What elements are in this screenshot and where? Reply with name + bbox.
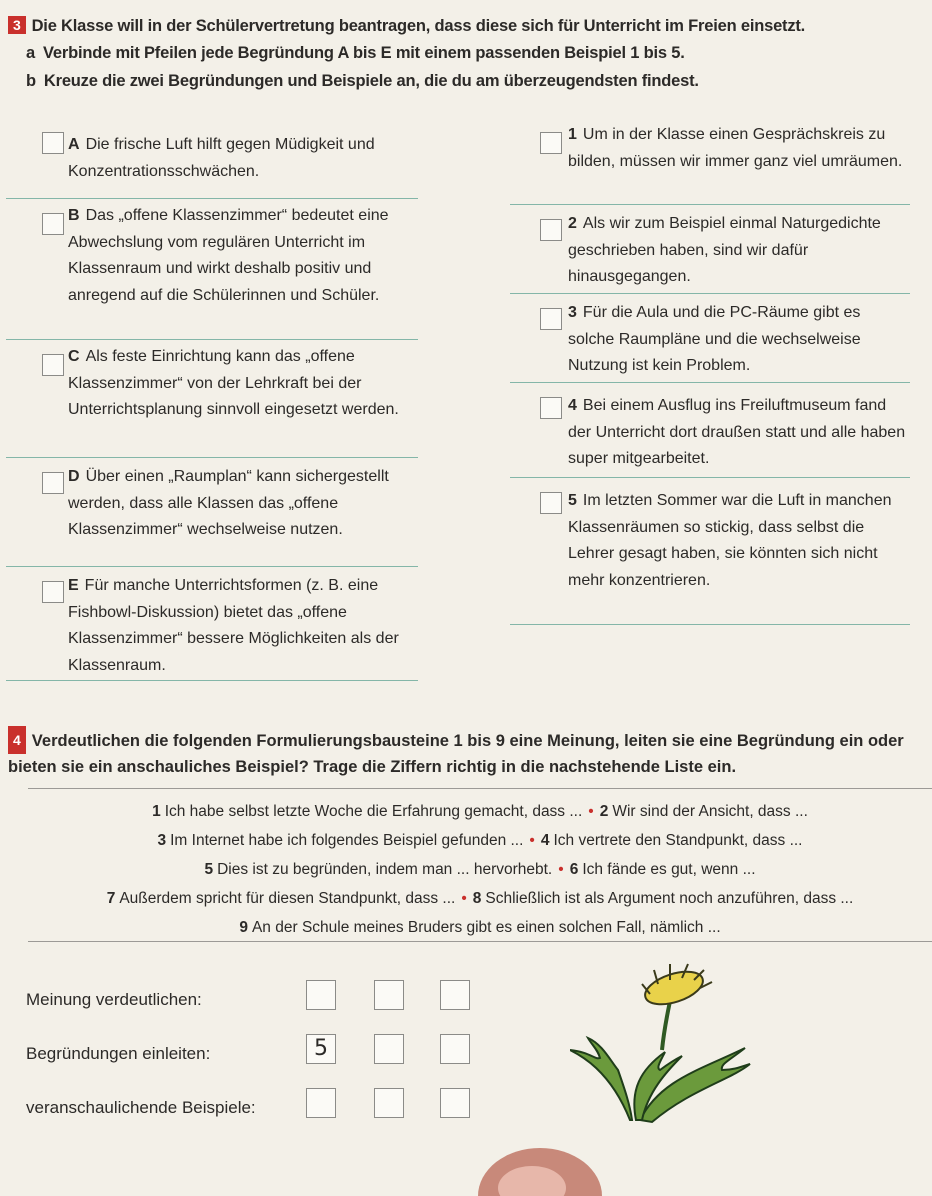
task4-instruction: 4 Verdeutlichen die folgenden Formulierungsbausteine 1 bis 9 eine Meinung, leiten sie eine Begründung ein oder bieten sie ein anschauliches Beispiel? Trage die Ziffern richtig in die nachstehende Liste ein. [8,726,928,780]
example-item-3: 3 Für die Aula und die PC-Räume gibt es solche Raumpläne und die wechselweise Nutzung ist kein Problem. [510,294,910,383]
reason-item-a: A Die frische Luft hilft gegen Müdigkeit und Konzentrationsschwächen. [6,118,418,199]
examples-slot-3[interactable] [440,1088,470,1118]
example-item-5: 5 Im letzten Sommer war die Luft in manchen Klassenräumen so stickig, dass selbst die Lehrer gesagt haben, sie könnten sich nicht mehr konzentrieren. [510,478,910,625]
task-number-badge: 3 [8,16,26,34]
checkbox-reason-a[interactable] [42,132,64,154]
finger-photo-artifact [470,1130,610,1196]
label-reasons: Begründungen einleiten: [26,1044,211,1063]
reasons-column [6,118,418,681]
checkbox-reason-b[interactable] [42,213,64,235]
opinion-slot-1[interactable] [306,980,336,1010]
label-opinion: Meinung verdeutlichen: [26,990,202,1009]
examples-slot-1[interactable] [306,1088,336,1118]
label-examples: veranschaulichende Beispiele: [26,1098,256,1117]
reasons-slot-2[interactable] [374,1034,404,1064]
checkbox-example-4[interactable] [540,397,562,419]
reason-item-e: E Für manche Unterrichtsformen (z. B. eine Fishbowl-Diskussion) bietet das „offene Klassenzimmer“ bessere Möglichkeiten als der Klassenraum. [6,567,418,681]
checkbox-example-2[interactable] [540,219,562,241]
task3-intro: 3 Die Klasse will in der Schülervertretung beantragen, dass diese sich für Unterricht im Freien einsetzt. [8,16,805,36]
example-item-2: 2 Als wir zum Beispiel einmal Naturgedichte geschrieben haben, sind wir dafür hinausgegangen. [510,205,910,294]
checkbox-reason-e[interactable] [42,581,64,603]
checkbox-reason-c[interactable] [42,354,64,376]
reason-item-b: B Das „offene Klassenzimmer“ bedeutet eine Abwechslung vom regulären Unterricht im Klassenraum und wirkt deshalb positiv und anregend auf die Schülerinnen und Schüler. [6,199,418,340]
dandelion-illustration [570,960,770,1130]
checkbox-reason-d[interactable] [42,472,64,494]
examples-slot-2[interactable] [374,1088,404,1118]
phrase-line-3: 5 Dies ist zu begründen, indem man ... hervorhebt. • 6 Ich fände es gut, wenn ... [204,861,756,878]
task3-instruction-a: a Verbinde mit Pfeilen jede Begründung A bis E mit einem passenden Beispiel 1 bis 5. [26,44,685,62]
reasons-slot-1[interactable]: 5 [306,1034,336,1064]
checkbox-example-5[interactable] [540,492,562,514]
examples-column [510,118,910,625]
phrase-line-4: 7 Außerdem spricht für diesen Standpunkt, dass ... • 8 Schließlich ist als Argument noch anzuführen, dass ... [106,890,854,907]
phrase-line-2: 3 Im Internet habe ich folgendes Beispiel gefunden ... • 4 Ich vertrete den Standpunkt, dass ... [157,832,803,849]
reasons-slot-3[interactable] [440,1034,470,1064]
example-item-4: 4 Bei einem Ausflug ins Freiluftmuseum fand der Unterricht dort draußen statt und alle haben super mitgearbeitet. [510,383,910,478]
reason-item-c: C Als feste Einrichtung kann das „offene Klassenzimmer“ von der Lehrkraft bei der Unterrichtsplanung sinnvoll eingesetzt werden. [6,340,418,458]
checkbox-example-1[interactable] [540,132,562,154]
dandelion-blossom [641,964,712,1011]
example-item-1: 1 Um in der Klasse einen Gesprächskreis zu bilden, müssen wir immer ganz viel umräumen. [510,118,910,205]
checkbox-example-3[interactable] [540,308,562,330]
opinion-slot-3[interactable] [440,980,470,1010]
phrase-box [28,788,932,942]
phrase-line-5: 9 An der Schule meines Bruders gibt es einen solchen Fall, nämlich ... [239,919,721,936]
task3-instruction-b: b Kreuze die zwei Begründungen und Beispiele an, die du am überzeugendsten findest. [26,72,699,90]
phrase-line-1: 1 Ich habe selbst letzte Woche die Erfahrung gemacht, dass ... • 2 Wir sind der Ansicht, dass ... [152,803,808,820]
task-number-badge: 4 [8,726,26,754]
dandelion-leaves [570,1038,750,1122]
reason-item-d: D Über einen „Raumplan“ kann sichergestellt werden, dass alle Klassen das „offene Klassenzimmer“ wechselweise nutzen. [6,458,418,567]
opinion-slot-2[interactable] [374,980,404,1010]
